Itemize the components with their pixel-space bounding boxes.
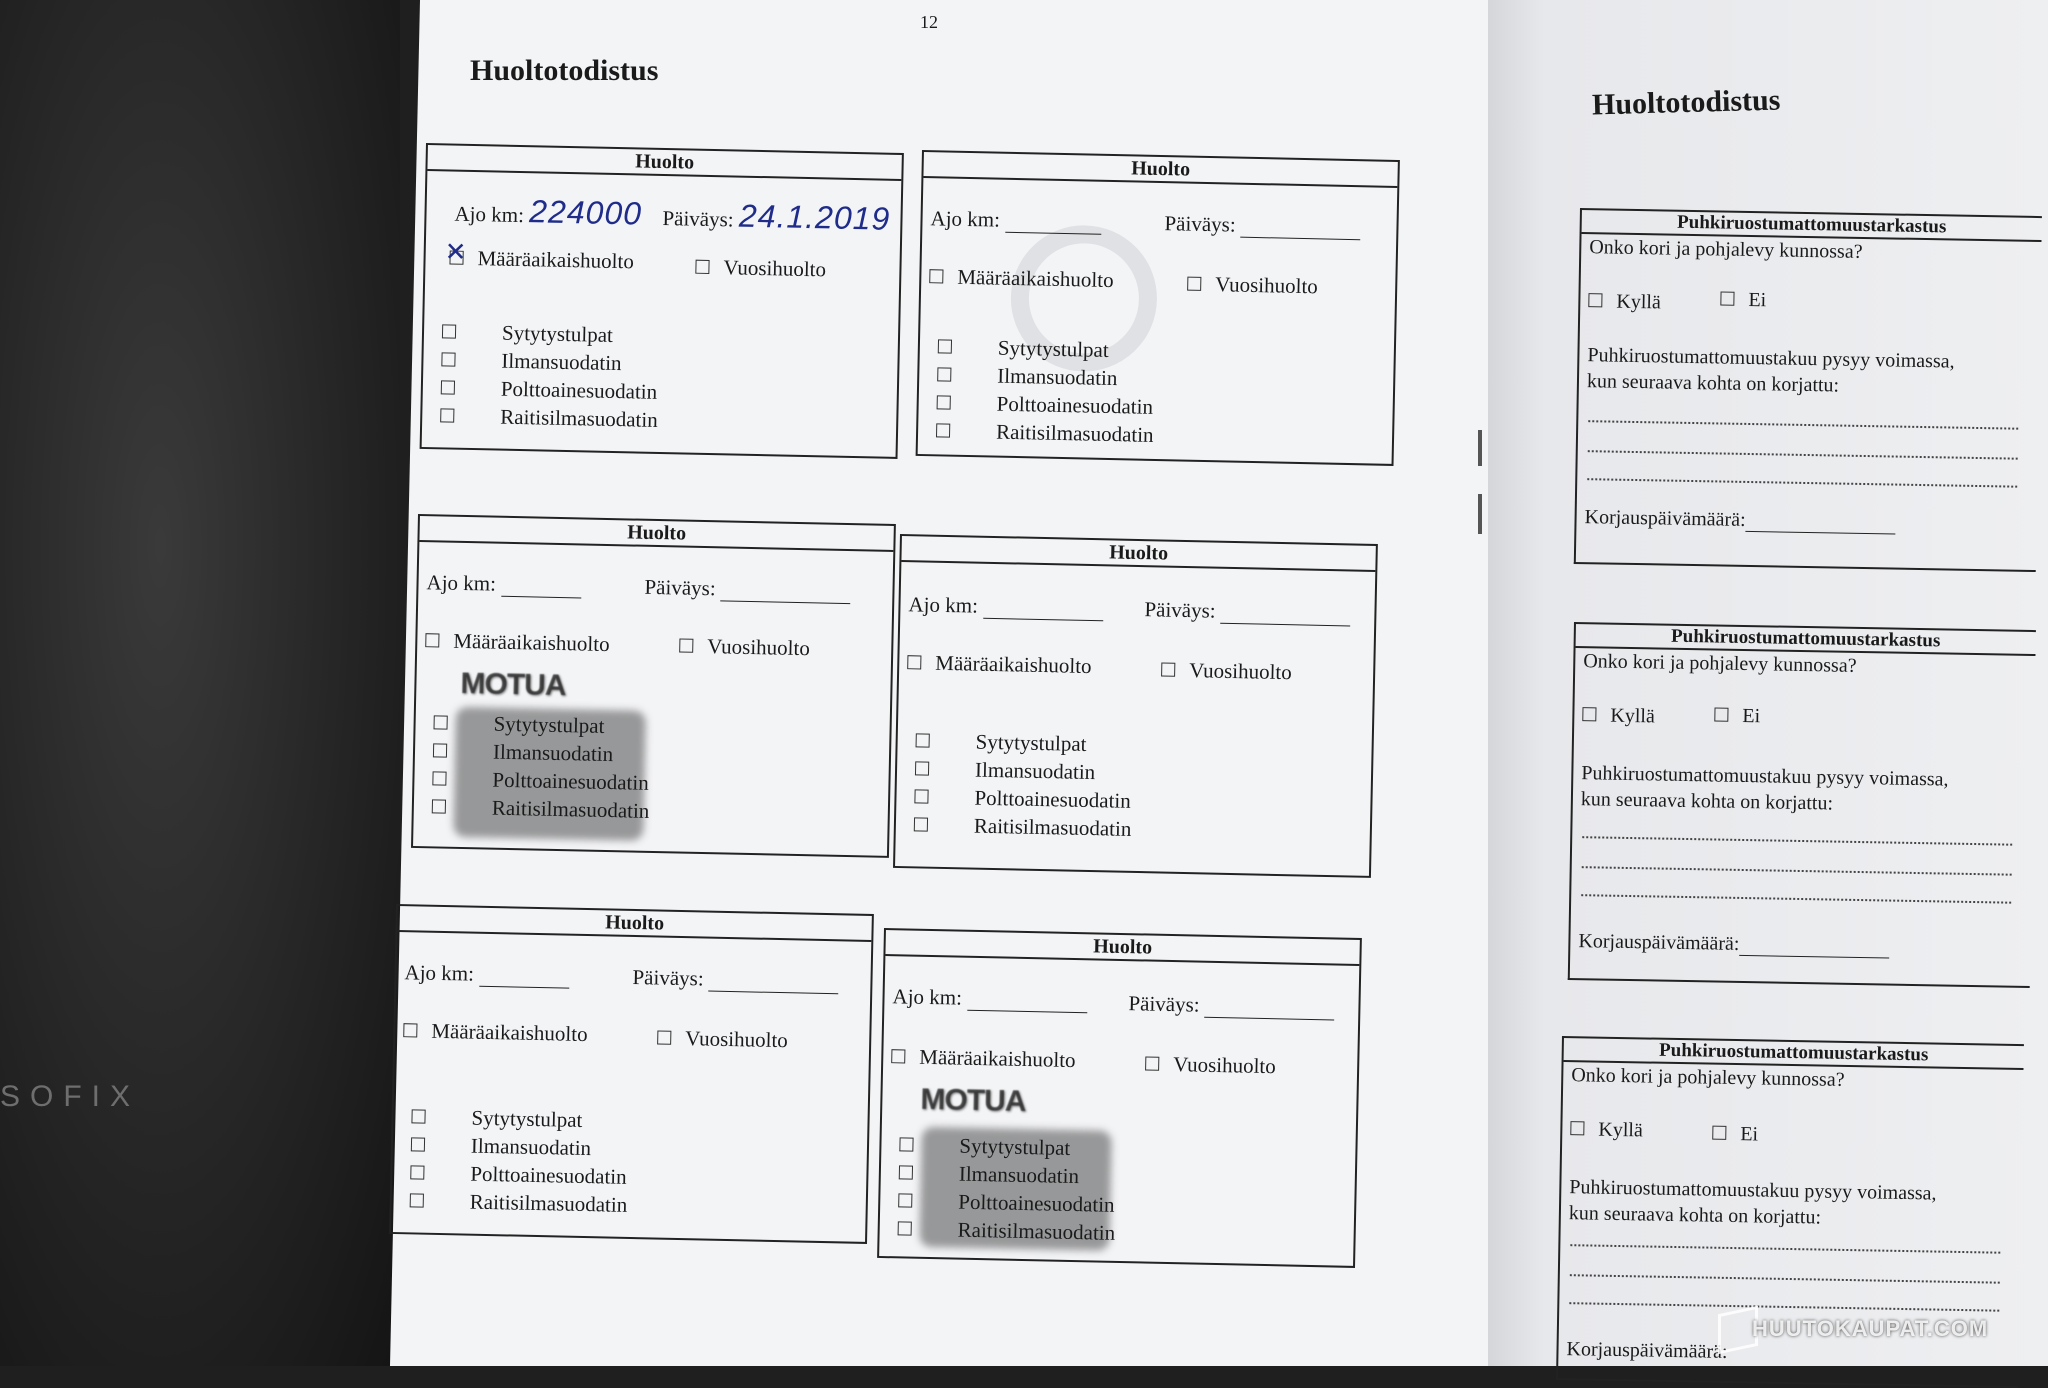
km-label: Ajo km:	[454, 201, 525, 228]
items-list	[410, 1102, 630, 1219]
dotted-line[interactable]	[1588, 450, 2018, 460]
question: Onko kori ja pohjalevy kunnossa?	[1583, 650, 1857, 677]
list-item: Sytytystulpat	[899, 1130, 1117, 1163]
km-label: Ajo km:	[426, 570, 497, 596]
annual-checkbox[interactable]	[657, 1031, 671, 1045]
list-item: Polttoainesuodatin	[914, 782, 1132, 815]
list-item: Raitisilmasuodatin	[897, 1214, 1115, 1247]
yes-checkbox[interactable]	[1582, 708, 1596, 722]
dotted-line[interactable]	[1582, 836, 2012, 846]
scheduled-checkbox[interactable]	[929, 269, 943, 283]
items-list	[897, 1130, 1117, 1247]
card-header: Puhkiruostumattomuustarkastus	[1582, 210, 2042, 242]
km-value[interactable]: 224000	[528, 193, 643, 232]
date-label: Päiväys:	[1128, 991, 1200, 1017]
list-item: Polttoainesuodatin	[441, 373, 659, 406]
card-header: Huolto	[427, 145, 901, 181]
list-item: Ilmansuodatin	[937, 360, 1155, 393]
dotted-line[interactable]	[1581, 894, 2011, 904]
page-title: Huoltotodistus	[470, 54, 659, 87]
date-field[interactable]	[1205, 999, 1335, 1021]
date-label: Päiväys:	[632, 964, 704, 991]
item-checkbox[interactable]	[442, 325, 456, 339]
scheduled-label: Määräaikaishuolto	[477, 246, 635, 274]
list-item: Ilmansuodatin	[433, 736, 651, 769]
card-header: Huolto	[419, 516, 893, 552]
date-label: Päiväys:	[644, 574, 716, 601]
date-label: Päiväys:	[1164, 211, 1236, 237]
right-page-title: Huoltotodistus	[1591, 83, 1781, 122]
list-item: Ilmansuodatin	[411, 1130, 629, 1163]
card-header: Huolto	[885, 930, 1359, 966]
km-label: Ajo km:	[930, 206, 1001, 232]
card-header: Huolto	[397, 906, 871, 942]
annual-checkbox[interactable]	[695, 260, 709, 274]
date-value[interactable]: 24.1.2019	[738, 197, 891, 237]
question: Onko kori ja pohjalevy kunnossa?	[1571, 1064, 1845, 1091]
binding-mark	[1478, 494, 1482, 534]
list-item: Polttoainesuodatin	[898, 1186, 1116, 1219]
rust-card-2: Puhkiruostumattomuustarkastus Onko kori ja pohjalevy kunnossa? Kyllä Ei Puhkiruostumattomuustakuu pysyy voimassa, kun seuraava kohta on korjattu: Korjauspäivämäärä:	[1568, 622, 2036, 988]
list-item: Ilmansuodatin	[915, 754, 1133, 787]
scheduled-checkbox[interactable]	[449, 251, 463, 265]
rust-card-3: Puhkiruostumattomuustarkastus Onko kori ja pohjalevy kunnossa? Kyllä Ei Puhkiruostumattomuustakuu pysyy voimassa, kun seuraava kohta on korjattu: Korjauspäivämäärä:	[1556, 1036, 2024, 1388]
scheduled-checkbox[interactable]	[425, 633, 439, 647]
card-header: Puhkiruostumattomuustarkastus	[1564, 1038, 2024, 1070]
annual-checkbox[interactable]	[1145, 1057, 1159, 1071]
list-item: Raitisilmasuodatin	[914, 810, 1132, 843]
date-field[interactable]	[1241, 219, 1361, 241]
date-label: Päiväys:	[662, 205, 734, 232]
service-card-3	[411, 514, 896, 858]
annual-checkbox[interactable]	[1187, 277, 1201, 291]
scheduled-checkbox[interactable]	[907, 655, 921, 669]
items-list	[936, 332, 1156, 449]
date-field[interactable]	[1221, 605, 1351, 627]
annual-label: Vuosihuolto	[707, 634, 811, 661]
annual-label: Vuosihuolto	[1172, 1052, 1277, 1079]
card-header: Huolto	[923, 152, 1397, 188]
service-card-6	[877, 928, 1362, 1268]
item-checkbox[interactable]	[441, 381, 455, 395]
no-checkbox[interactable]	[1714, 708, 1728, 722]
list-item: Sytytystulpat	[915, 726, 1133, 759]
watermark: HUUTOKAUPAT.COM	[1752, 1316, 1989, 1341]
dotted-line[interactable]	[1570, 1274, 2000, 1284]
km-field[interactable]	[967, 992, 1087, 1014]
no-checkbox[interactable]	[1720, 292, 1734, 306]
rust-card-1: Puhkiruostumattomuustarkastus Onko kori ja pohjalevy kunnossa? Kyllä Ei Puhkiruostumattomuustakuu pysyy voimassa, kun seuraava kohta on korjattu: Korjauspäivämäärä:	[1574, 208, 2042, 572]
dark-background	[0, 0, 400, 1366]
items-list	[440, 317, 660, 434]
repair-date-field[interactable]	[1739, 937, 1889, 959]
km-label: Ajo km:	[892, 984, 963, 1010]
repair-date-field[interactable]	[1745, 513, 1895, 535]
scheduled-label: Määräaikaishuolto	[957, 264, 1114, 293]
no-checkbox[interactable]	[1712, 1126, 1726, 1140]
seat-label: SOFIX	[0, 1080, 141, 1113]
dotted-line[interactable]	[1569, 1302, 1999, 1312]
service-card-5	[389, 904, 874, 1244]
scheduled-checkbox[interactable]	[891, 1049, 905, 1063]
scheduled-checkbox[interactable]	[403, 1023, 417, 1037]
list-item: Sytytystulpat	[411, 1102, 629, 1135]
binding-mark	[1478, 430, 1482, 466]
list-item: Ilmansuodatin	[899, 1158, 1117, 1191]
scheduled-label: Määräaikaishuolto	[919, 1044, 1076, 1073]
list-item: Sytytystulpat	[938, 332, 1156, 365]
date-label: Päiväys:	[1144, 597, 1216, 623]
items-list	[914, 726, 1134, 843]
list-item: Polttoainesuodatin	[410, 1158, 628, 1191]
items-list	[432, 708, 652, 825]
list-item: Polttoainesuodatin	[432, 764, 650, 797]
yes-checkbox[interactable]	[1588, 294, 1602, 308]
scheduled-label: Määräaikaishuolto	[431, 1018, 588, 1047]
item-checkbox[interactable]	[440, 409, 454, 423]
scheduled-label: Määräaikaishuolto	[935, 650, 1092, 679]
dotted-line[interactable]	[1587, 478, 2017, 488]
list-item: Polttoainesuodatin	[936, 388, 1154, 421]
km-field[interactable]	[1005, 214, 1101, 235]
card-header: Huolto	[901, 536, 1375, 572]
date-field[interactable]	[721, 582, 851, 604]
service-card-1	[420, 143, 904, 459]
list-item: Raitisilmasuodatin	[432, 792, 650, 825]
date-field[interactable]	[709, 973, 839, 995]
item-checkbox[interactable]	[441, 353, 455, 367]
annual-label: Vuosihuolto	[1188, 658, 1293, 685]
question: Onko kori ja pohjalevy kunnossa?	[1589, 236, 1863, 263]
list-item: Sytytystulpat	[433, 708, 651, 741]
card-header: Puhkiruostumattomuustarkastus	[1576, 624, 2036, 656]
km-field[interactable]	[479, 968, 569, 989]
dealer-stamp: MOTUA	[920, 1082, 1026, 1118]
list-item: Raitisilmasuodatin	[440, 401, 658, 434]
list-item: Raitisilmasuodatin	[410, 1186, 628, 1219]
annual-label: Vuosihuolto	[685, 1026, 789, 1053]
service-card-4	[893, 534, 1378, 878]
annual-checkbox[interactable]	[679, 639, 693, 653]
dealer-stamp: MOTUA	[460, 666, 566, 703]
scheduled-label: Määräaikaishuolto	[453, 628, 610, 657]
dotted-line[interactable]	[1588, 420, 2018, 430]
list-item: Raitisilmasuodatin	[936, 416, 1154, 449]
list-item: Ilmansuodatin	[441, 345, 659, 378]
dotted-line[interactable]	[1582, 866, 2012, 876]
annual-label: Vuosihuolto	[723, 255, 827, 282]
km-field[interactable]	[501, 578, 581, 599]
service-card-2	[916, 150, 1400, 466]
dotted-line[interactable]	[1570, 1244, 2000, 1254]
annual-checkbox[interactable]	[1161, 663, 1175, 677]
annual-label: Vuosihuolto	[1215, 272, 1319, 299]
km-label: Ajo km:	[908, 592, 979, 618]
km-field[interactable]	[983, 600, 1103, 622]
yes-checkbox[interactable]	[1570, 1122, 1584, 1136]
list-item: Sytytystulpat	[442, 317, 660, 350]
page-number: 12	[920, 12, 938, 32]
km-label: Ajo km:	[404, 960, 475, 986]
